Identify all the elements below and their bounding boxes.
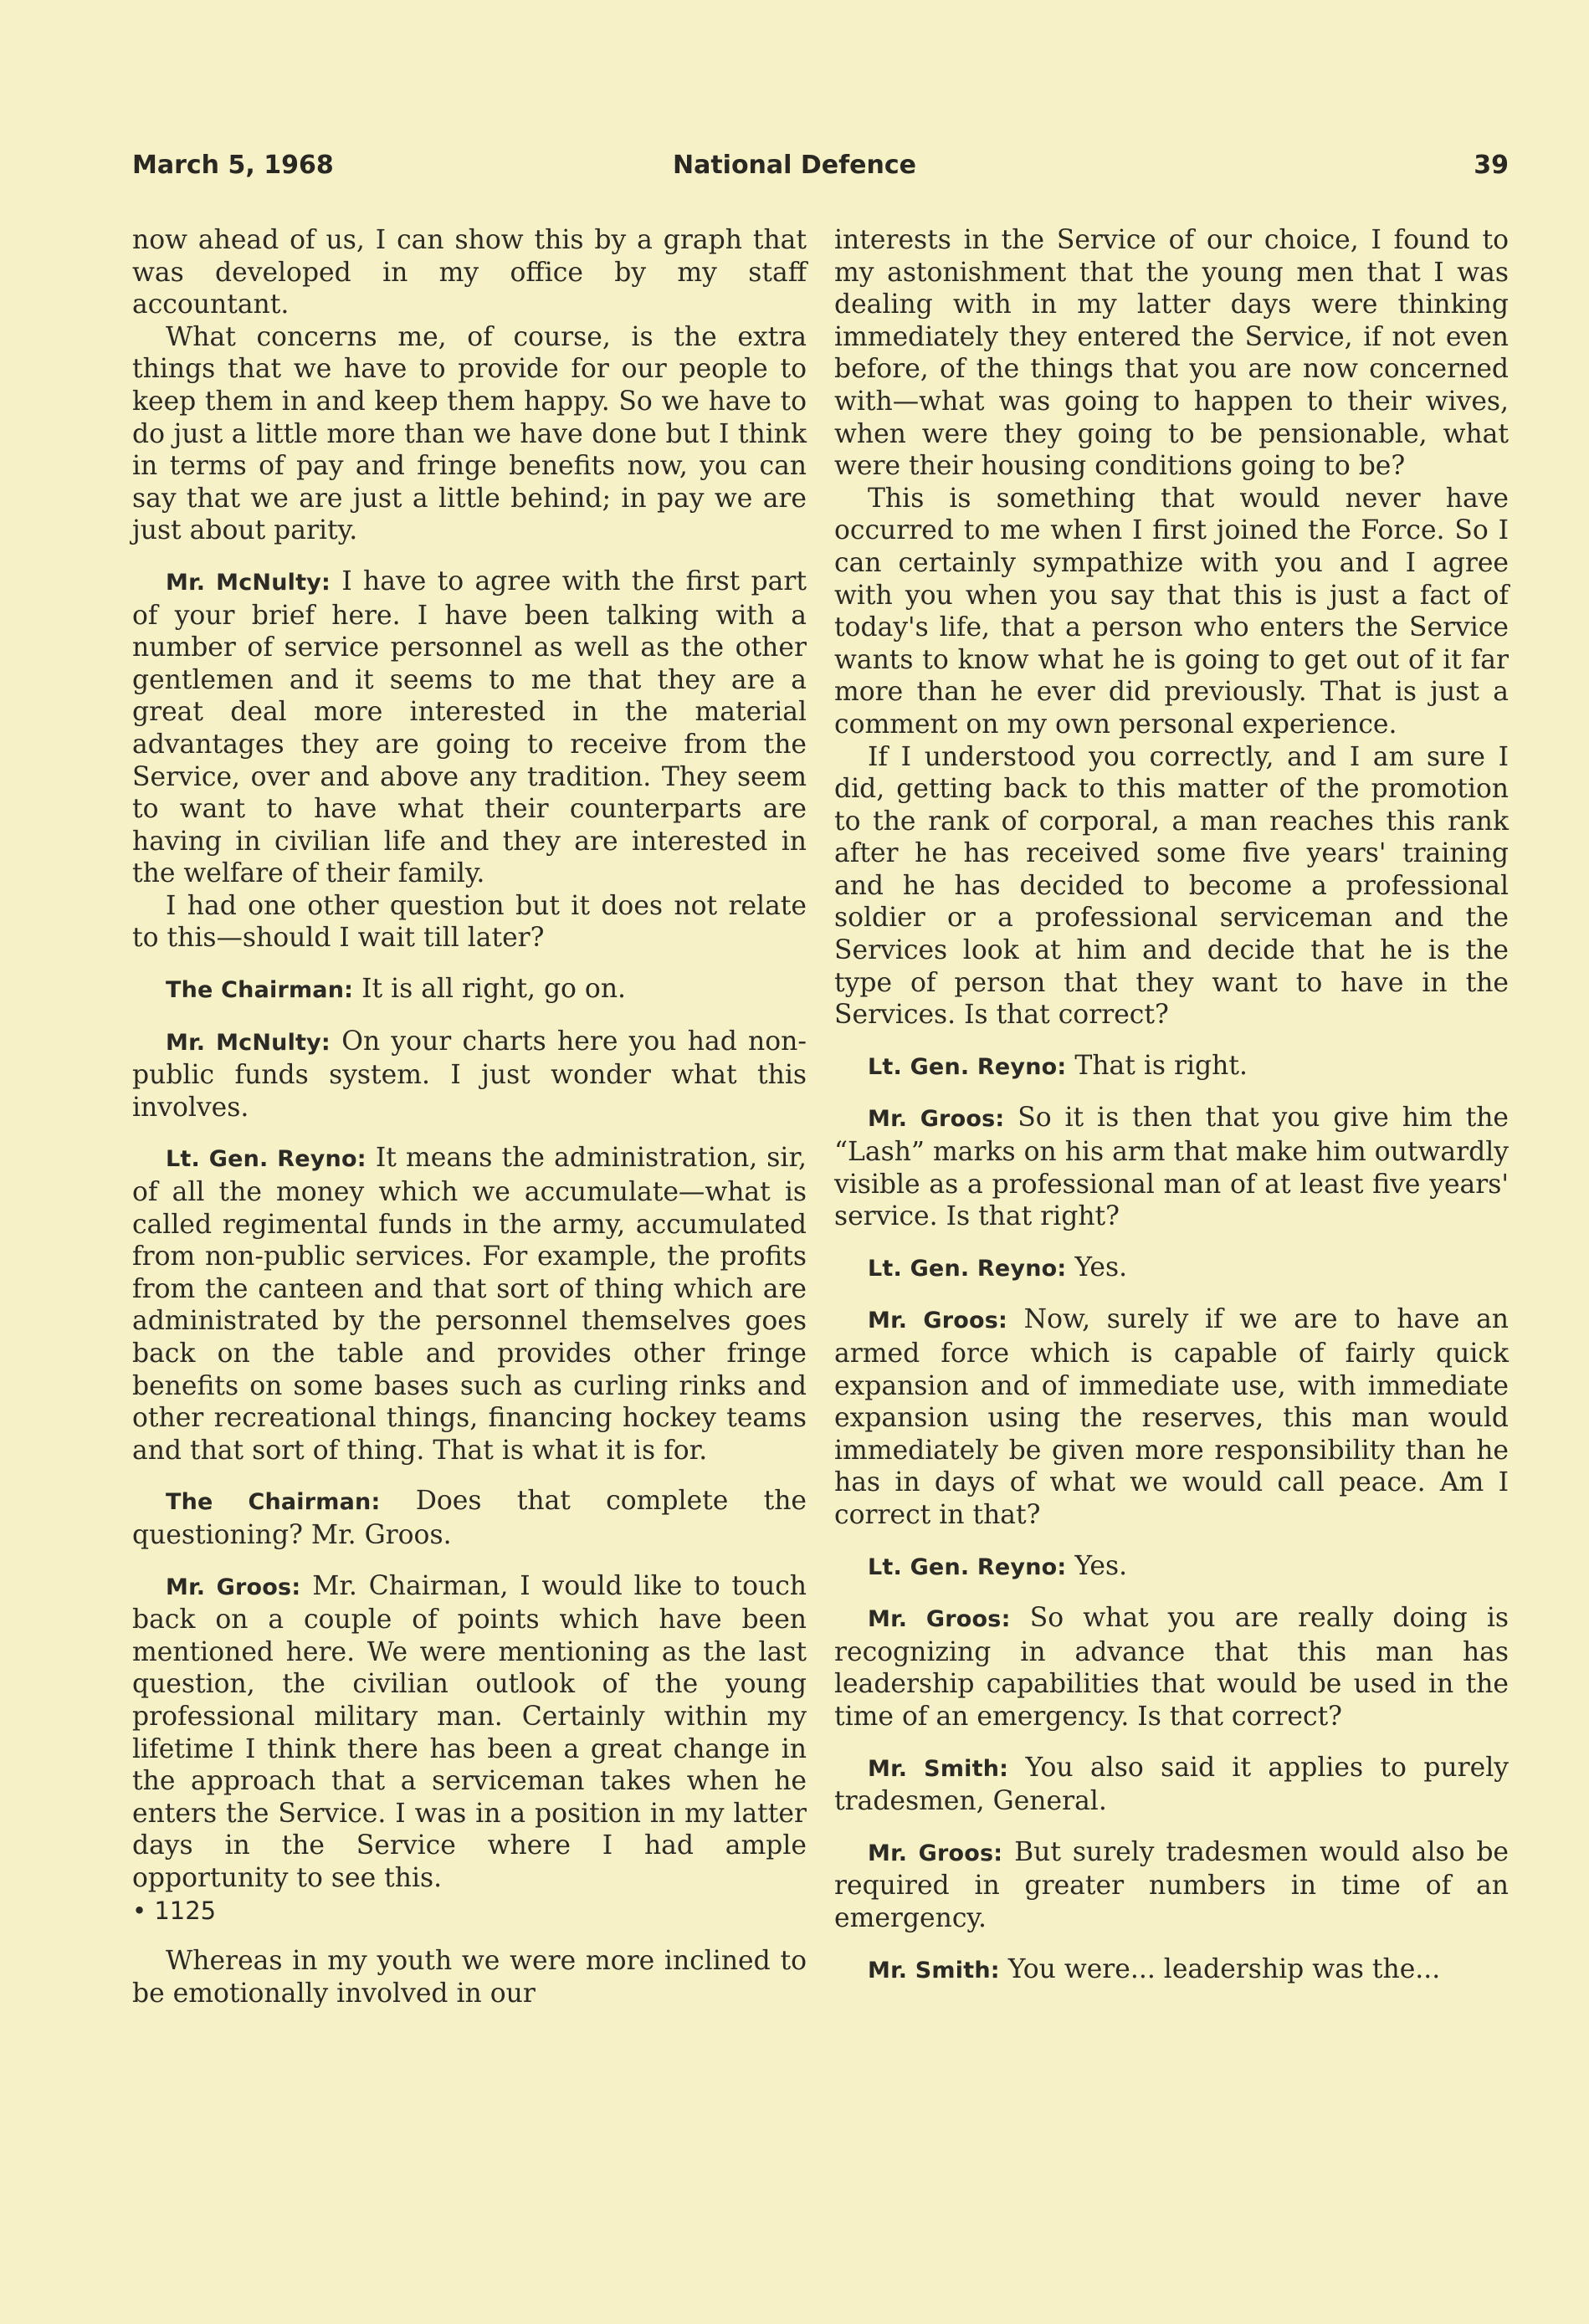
- speaker-name: Mr. Groos:: [868, 1840, 1003, 1866]
- paragraph: interests in the Service of our choice, I found to my astonishment that the young men that I was dealing with in my latter days were thinking immediately they entered the Service, if not even before, of the things that you are now concerned with—what was going to happen to their wives, when were they going to be pensionable, what were their housing conditions going to be?: [834, 225, 1509, 482]
- speech: The Chairman: Does that complete the questioning? Mr. Groos.: [132, 1486, 807, 1550]
- speech: The Chairman: It is all right, go on.: [166, 974, 627, 1005]
- right-column: [834, 224, 1509, 1987]
- speech: Mr. McNulty: On your charts here you had non-public funds system. I just wonder what this involves.: [132, 1026, 807, 1123]
- speaker-name: Mr. Smith:: [868, 1957, 1000, 1984]
- speaker-name: Mr. Groos:: [868, 1308, 1008, 1334]
- speech: Lt. Gen. Reyno: Yes.: [868, 1252, 1128, 1282]
- paragraph: I had one other question but it does not relate to this—should I wait till later?: [132, 890, 807, 954]
- paragraph: This is something that would never have occurred to me when I first joined the Force. So I can certainly sympathize with you and I agree with you when you say that this is just a fact of today's life, that a person who enters the Service wants to know what he is going to get out of it far more than he ever did previously. That is just a comment on my own personal experience.: [834, 483, 1509, 740]
- page-number: 39: [1474, 151, 1509, 180]
- speech: Mr. Groos: So it is then that you give him the “Lash” marks on his arm that make him outwardly visible as a professional man of at least five years' service. Is that right?: [834, 1103, 1510, 1232]
- speech: Mr. Groos: Now, surely if we are to have an armed force which is capable of fairly quick expansion and of immediate use, with immediate expansion using the reserves, this man would immediately be given more responsibility than he has in days of what we would call peace. Am I correct in that?: [834, 1304, 1509, 1530]
- speaker-name: Lt. Gen. Reyno:: [868, 1053, 1067, 1080]
- running-date: March 5, 1968: [132, 151, 334, 180]
- paragraph: If I understood you correctly, and I am sure I did, getting back to this matter of the promotion to the rank of corporal, a man reaches this rank after he has received some five years' training and he has decided to become a professional soldier or a professional serviceman and the Services look at him and decide that he is the type of person that they want to have in the Services. Is that correct?: [834, 741, 1509, 1031]
- speaker-name: Mr. McNulty:: [166, 1029, 331, 1056]
- speaker-name: Mr. McNulty:: [166, 569, 331, 596]
- running-title: National Defence: [672, 151, 917, 180]
- speaker-name: Mr. Groos:: [868, 1106, 1005, 1133]
- speech: Mr. Smith: You also said it applies to purely tradesmen, General.: [834, 1752, 1509, 1817]
- speaker-name: The Chairman:: [166, 1489, 381, 1516]
- speaker-name: Mr. Groos:: [868, 1606, 1011, 1633]
- speaker-name: The Chairman:: [166, 977, 354, 1004]
- speaker-name: Lt. Gen. Reyno:: [868, 1554, 1067, 1580]
- time-marker: • 1125: [132, 1896, 217, 1925]
- speech: Lt. Gen. Reyno: Yes.: [868, 1550, 1128, 1581]
- speaker-name: Lt. Gen. Reyno:: [868, 1255, 1067, 1282]
- paragraph: What concerns me, of course, is the extra things that we have to provide for our people to keep them in and keep them happy. So we have to do just a little more than we have done but I think in terms of pay and fringe benefits now, you can say that we are just a little behind; in pay we are just about parity.: [132, 321, 807, 546]
- speech: Mr. McNulty: I have to agree with the first part of your brief here. I have been talking with a number of service personnel as well as the other gentlemen and it seems to me that they are a great deal more interested in the material advantages they are going to receive from the Service, over and above any tradition. They seem to want to have what their counterparts are having in civilian life and they are interested in the welfare of their family.: [132, 566, 807, 889]
- speaker-name: Mr. Groos:: [166, 1574, 301, 1600]
- speaker-name: Mr. Smith:: [868, 1755, 1009, 1782]
- speech: Mr. Groos: Mr. Chairman, I would like to touch back on a couple of points which have been mentioned here. We were mentioning as the last question, the civilian outlook of the young professional military man. Certainly within my lifetime I think there has been a great change in the approach that a serviceman takes when he enters the Service. I was in a position in my latter days in the Service where I had ample opportunity to see this.: [132, 1570, 807, 1893]
- speech: Mr. Smith: You were... leadership was the...: [868, 1953, 1441, 1984]
- paragraph: now ahead of us, I can show this by a graph that was developed in my office by my staff accountant.: [132, 225, 807, 320]
- speech: Lt. Gen. Reyno: That is right.: [868, 1050, 1248, 1081]
- speech: Mr. Groos: So what you are really doing is recognizing in advance that this man has leadership capabilities that would be used in the time of an emergency. Is that correct?: [834, 1603, 1509, 1732]
- speaker-name: Lt. Gen. Reyno:: [166, 1146, 366, 1173]
- left-column: [132, 224, 807, 2009]
- speech: Lt. Gen. Reyno: It means the administration, sir, of all the money which we accumulate—what is called regimental funds in the army, accumulated from non-public services. For example, the profits from the canteen and that sort of thing which are administrated by the personnel themselves goes back on the table and provides other fringe benefits on some bases such as curling rinks and other recreational things, financing hockey teams and that sort of thing. That is what it is for.: [132, 1143, 807, 1466]
- paragraph: Whereas in my youth we were more inclined to be emotionally involved in our: [132, 1946, 807, 2009]
- speech: Mr. Groos: But surely tradesmen would also be required in greater numbers in time of an emergency.: [834, 1836, 1510, 1933]
